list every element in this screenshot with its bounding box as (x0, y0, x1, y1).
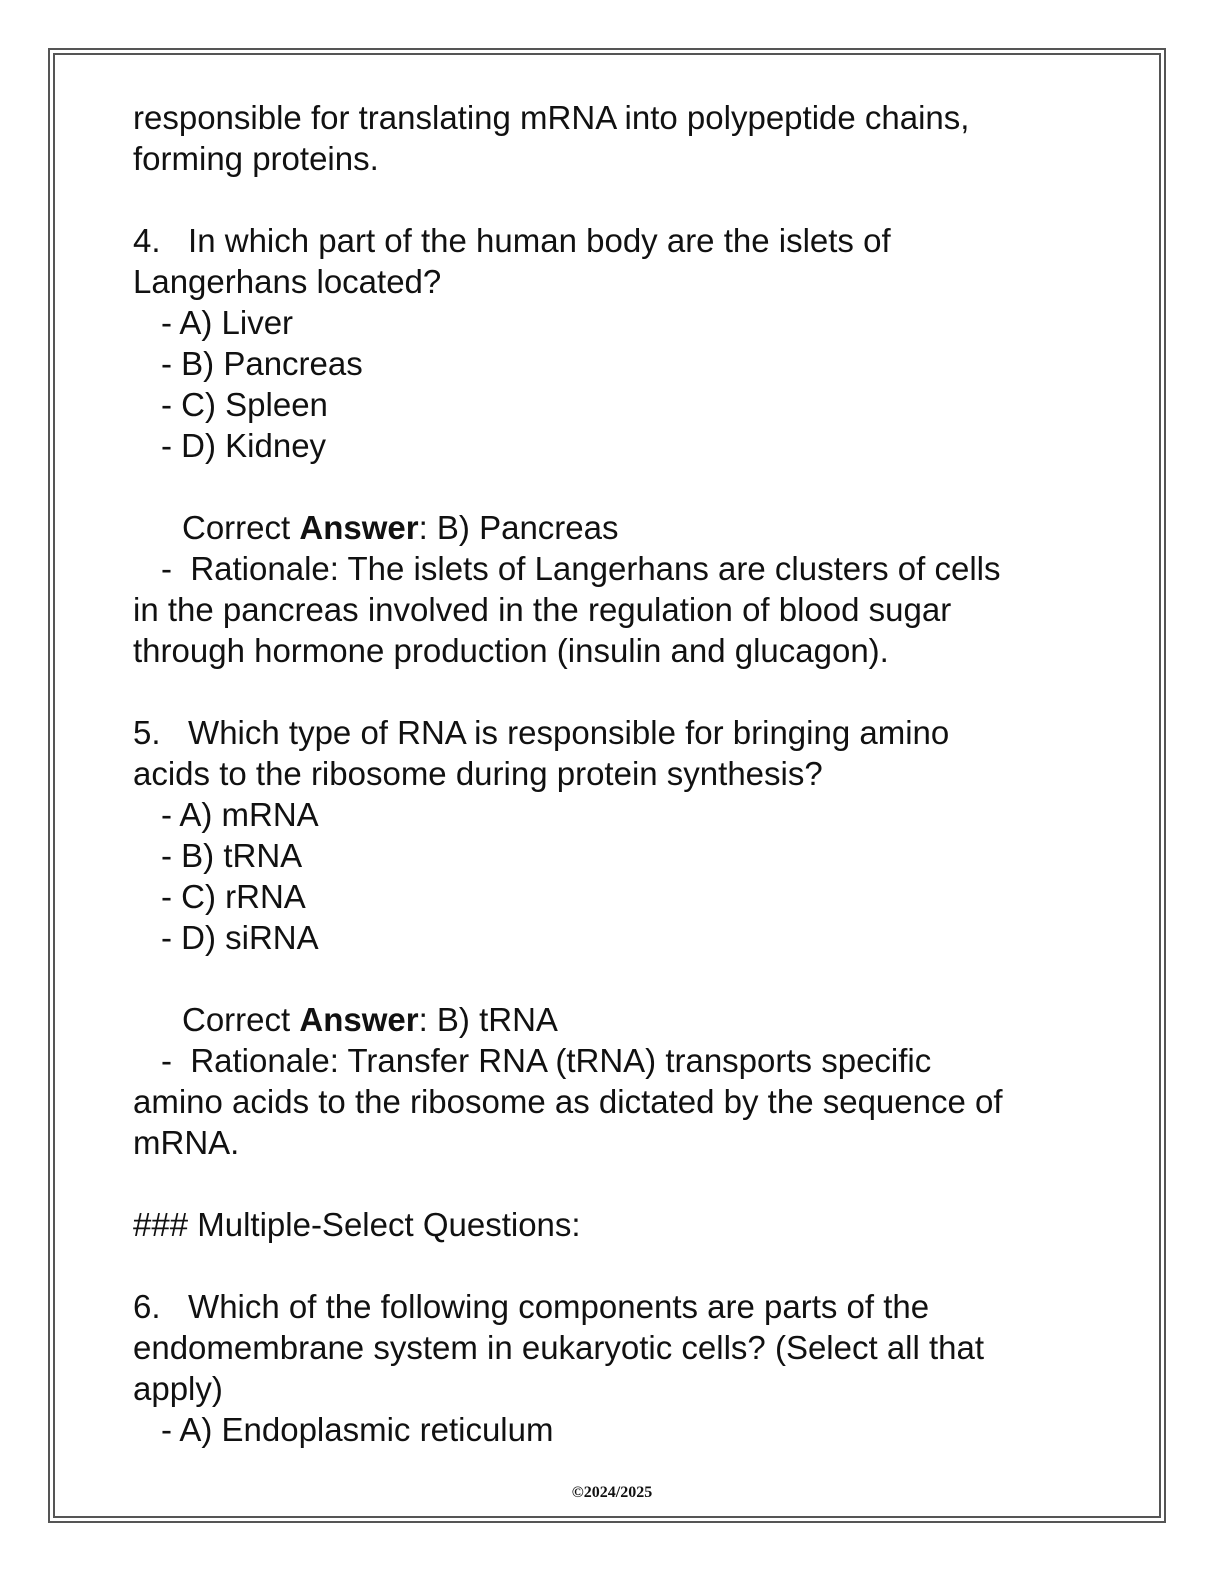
question-5-line: 5. Which type of RNA is responsible for bringing amino (133, 714, 950, 751)
intro-line: forming proteins. (133, 140, 379, 177)
question-5-option-d: - D) siRNA (161, 919, 319, 956)
copyright-footer: ©2024/2025 (571, 1484, 653, 1501)
question-5-rationale: amino acids to the ribosome as dictated by the sequence of (133, 1083, 1003, 1120)
question-4-rationale: through hormone production (insulin and glucagon). (133, 632, 889, 669)
question-4-rationale: - Rationale: The islets of Langerhans are clusters of cells (161, 550, 1001, 587)
question-6-line: endomembrane system in eukaryotic cells? (Select all that (133, 1329, 985, 1366)
document-body (133, 97, 1093, 1450)
question-5-rationale: - Rationale: Transfer RNA (tRNA) transports specific (161, 1042, 932, 1079)
question-5-rationale: mRNA. (133, 1124, 240, 1161)
question-5-option-b: - B) tRNA (161, 837, 303, 874)
question-4-line: Langerhans located? (133, 263, 442, 300)
question-6-line: apply) (133, 1370, 223, 1407)
question-6-number: 6. (133, 1288, 161, 1325)
question-5-option-c: - C) rRNA (161, 878, 306, 915)
question-5-option-a: - A) mRNA (161, 796, 319, 833)
question-6-option-a: - A) Endoplasmic reticulum (161, 1411, 554, 1448)
question-5-number: 5. (133, 714, 161, 751)
question-4-line: 4. In which part of the human body are the islets of (133, 222, 891, 259)
question-5-line: acids to the ribosome during protein synthesis? (133, 755, 823, 792)
question-4-rationale: in the pancreas involved in the regulation of blood sugar (133, 591, 952, 628)
question-4-answer: Correct Answer: B) Pancreas (182, 509, 619, 546)
question-5-answer: Correct Answer: B) tRNA (182, 1001, 558, 1038)
question-4-option-a: - A) Liver (161, 304, 294, 341)
question-4-option-b: - B) Pancreas (161, 345, 363, 382)
intro-line: responsible for translating mRNA into polypeptide chains, (133, 99, 970, 136)
question-4-option-c: - C) Spleen (161, 386, 328, 423)
section-heading: ### Multiple-Select Questions: (133, 1206, 581, 1243)
question-4-option-d: - D) Kidney (161, 427, 327, 464)
question-4-number: 4. (133, 222, 161, 259)
question-6-line: 6. Which of the following components are parts of the (133, 1288, 930, 1325)
